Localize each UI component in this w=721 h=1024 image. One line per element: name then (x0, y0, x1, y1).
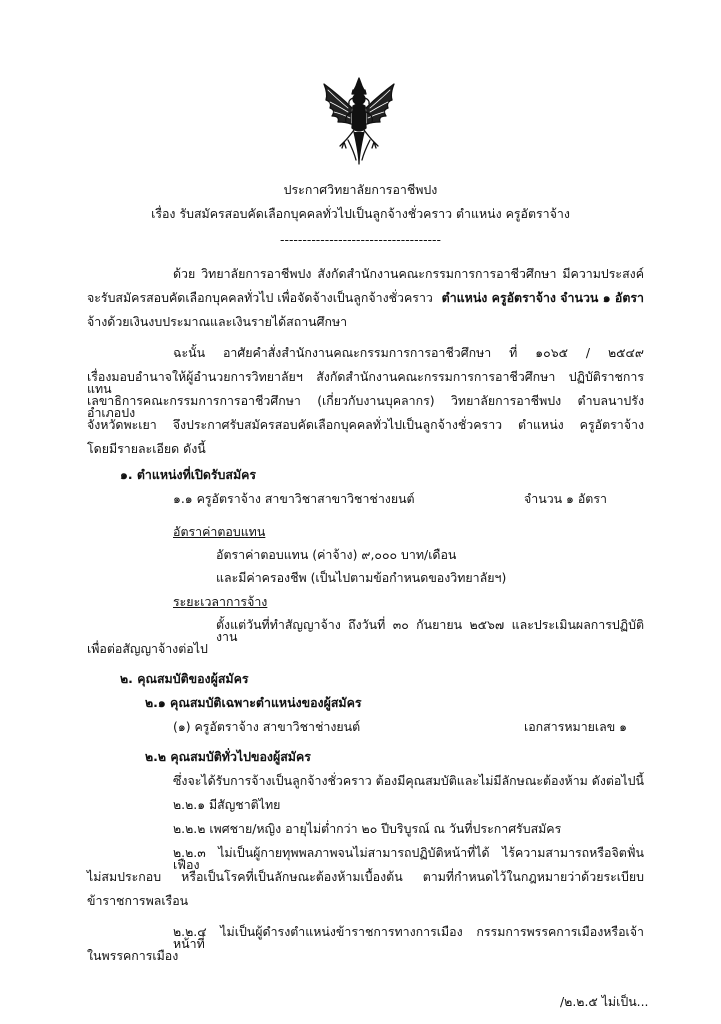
separator-line: ------------------------------------ (280, 232, 441, 247)
intro-p2-line3: เลขาธิการคณะกรรมการการอาชีวศึกษา (เกี่ยวกับงานบุคลากร) วิทยาลัยการอาชีพปง ตำบลนาปรัง อำเภอปง (87, 393, 644, 421)
section22-item3-line2: ไม่สมประกอบ หรือเป็นโรคที่เป็นลักษณะต้องห้ามเบื้องต้น ตามที่กำหนดไว้ในกฎหมายว่าด้วยระเบียบ (87, 869, 644, 884)
section2-heading: ๒. คุณสมบัติของผู้สมัคร (120, 671, 249, 686)
wage-heading: อัตราค่าตอบแทน (173, 524, 266, 539)
section22-item2: ๒.๒.๒ เพศชาย/หญิง อายุไม่ต่ำกว่า ๒๐ ปีบริบูรณ์ ณ วันที่ประกาศรับสมัคร (173, 821, 562, 836)
section22-heading: ๒.๒ คุณสมบัติทั่วไปของผู้สมัคร (145, 749, 311, 764)
garuda-emblem-icon (318, 76, 400, 168)
intro-p1-line2-text: จะรับสมัครสอบคัดเลือกบุคคลทั่วไป เพื่อจัดจ้างเป็นลูกจ้างชั่วคราว (87, 290, 433, 305)
period-heading: ระยะเวลาการจ้าง (173, 594, 268, 609)
document-title: ประกาศวิทยาลัยการอาชีพปง (283, 182, 438, 197)
intro-p1-line2-position: ตำแหน่ง ครูอัตราจ้าง จำนวน ๑ อัตรา (441, 290, 644, 305)
period-line1: ตั้งแต่วันที่ทำสัญญาจ้าง ถึงวันที่ ๓๐ กันยายน ๒๕๖๗ และประเมินผลการปฏิบัติงาน (216, 617, 644, 645)
section21-doc-number: เอกสารหมายเลข ๑ (524, 719, 628, 734)
section1-position: ๑.๑ ครูอัตราจ้าง สาขาวิชาสาขาวิชาช่างยนต์ (173, 491, 415, 506)
intro-p2-line2: เรื่องมอบอำนาจให้ผู้อำนวยการวิทยาลัยฯ สังกัดสำนักงานคณะกรรมการการอาชีวศึกษา ปฏิบัติราชการแทน (87, 369, 644, 397)
period-line2: เพื่อต่อสัญญาจ้างต่อไป (87, 641, 208, 656)
section1-heading: ๑. ตำแหน่งที่เปิดรับสมัคร (120, 467, 257, 482)
section1-count: จำนวน ๑ อัตรา (524, 491, 607, 506)
intro-p1-line2 (87, 292, 644, 304)
intro-p2-line5: โดยมีรายละเอียด ดังนี้ (87, 441, 206, 456)
continuation-marker: /๒.๒.๕ ไม่เป็น... (560, 994, 649, 1009)
subject-prefix: เรื่อง (151, 206, 176, 221)
section22-item3-line3: ข้าราชการพลเรือน (87, 893, 189, 908)
section22-item4-line2: ในพรรคการเมือง (87, 948, 179, 963)
section22-item1: ๒.๒.๑ มีสัญชาติไทย (173, 797, 281, 812)
intro-p1-line1: ด้วย วิทยาลัยการอาชีพปง สังกัดสำนักงานคณะกรรมการการอาชีวศึกษา มีความประสงค์ (173, 266, 644, 281)
intro-p1-line3: จ้างด้วยเงินงบประมาณและเงินรายได้สถานศึกษา (87, 314, 348, 329)
intro-p2-line1: ฉะนั้น อาศัยคำสั่งสำนักงานคณะกรรมการการอาชีวศึกษา ที่ ๑๐๖๕ / ๒๕๔๙ (173, 345, 644, 360)
section22-item3-line1: ๒.๒.๓ ไม่เป็นผู้กายทุพพลภาพจนไม่สามารถปฏิบัติหน้าที่ได้ ไร้ความสามารถหรือจิตฟั่นเฟือง (173, 845, 644, 873)
section21-heading: ๒.๑ คุณสมบัติเฉพาะตำแหน่งของผู้สมัคร (145, 695, 362, 710)
subject-text: รับสมัครสอบคัดเลือกบุคคลทั่วไปเป็นลูกจ้างชั่วคราว ตำแหน่ง ครูอัตราจ้าง (179, 206, 570, 221)
wage-line2: และมีค่าครองชีพ (เป็นไปตามข้อกำหนดของวิทยาลัยฯ) (216, 570, 507, 585)
section22-intro: ซึ่งจะได้รับการจ้างเป็นลูกจ้างชั่วคราว ต้องมีคุณสมบัติและไม่มีลักษณะต้องห้าม ดังต่อไปนี้ (173, 773, 644, 788)
intro-p2-line4: จังหวัดพะเยา จึงประกาศรับสมัครสอบคัดเลือกบุคคลทั่วไปเป็นลูกจ้างชั่วคราว ตำแหน่ง ครูอัตราจ้าง (87, 417, 644, 432)
wage-line1: อัตราค่าตอบแทน (ค่าจ้าง) ๙,๐๐๐ บาท/เดือน (216, 547, 457, 562)
document-subject (0, 208, 721, 220)
section21-item: (๑) ครูอัตราจ้าง สาขาวิชาช่างยนต์ (173, 719, 361, 734)
section22-item4-line1: ๒.๒.๔ ไม่เป็นผู้ดำรงตำแหน่งข้าราชการทางการเมือง กรรมการพรรคการเมืองหรือเจ้าหน้าที่ (173, 924, 644, 952)
